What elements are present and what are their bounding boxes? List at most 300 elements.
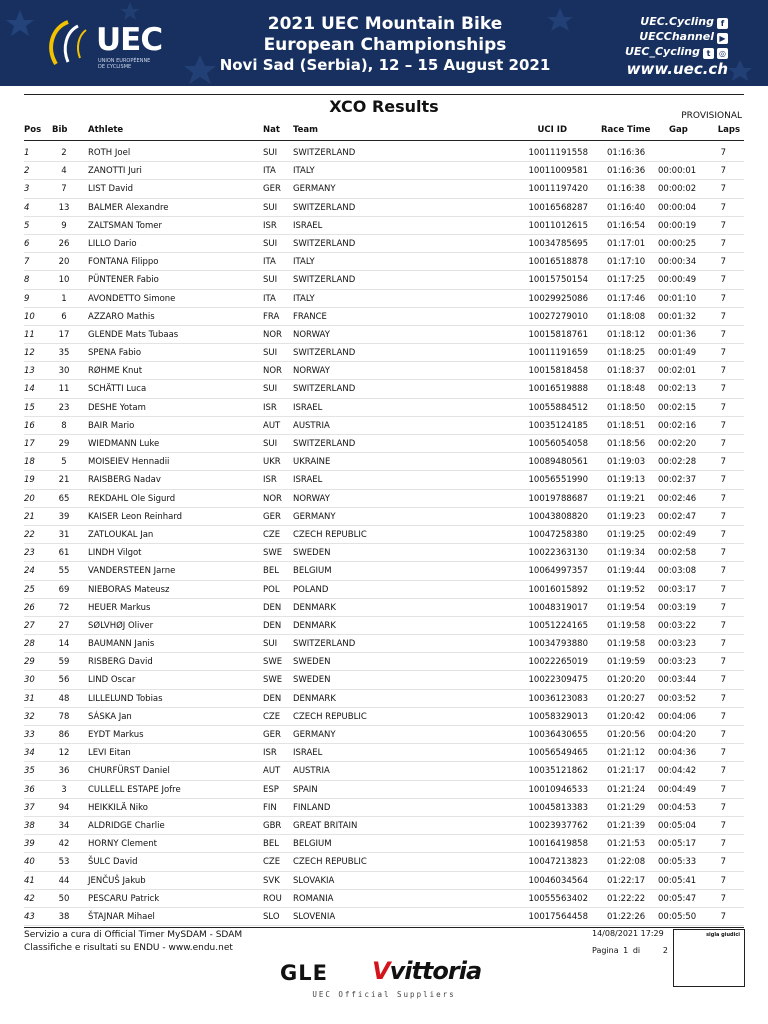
event-title-line1: 2021 UEC Mountain Bike [267, 14, 503, 34]
cell-laps: 7 [720, 384, 726, 395]
table-row [24, 908, 744, 926]
table-row [24, 762, 744, 780]
table-row [24, 435, 744, 453]
cell-nat: CZE [263, 529, 281, 540]
cell-time: 01:18:25 [607, 348, 646, 359]
results-table-body [24, 144, 744, 926]
cell-nat: ISR [263, 748, 277, 759]
cell-athlete: MOISEIEV Hennadii [88, 457, 170, 468]
cell-bib: 9 [61, 220, 67, 231]
cell-nat: BEL [263, 839, 279, 850]
cell-gap: 00:02:13 [658, 384, 697, 395]
cell-uci: 10011197420 [528, 184, 588, 195]
cell-nat: SUI [263, 384, 278, 395]
cell-bib: 6 [61, 311, 67, 322]
cell-bib: 17 [58, 329, 70, 340]
table-row [24, 544, 744, 562]
cell-laps: 7 [720, 166, 726, 177]
cell-gap: 00:02:58 [658, 548, 697, 559]
cell-nat: SUI [263, 639, 278, 650]
cell-bib: 72 [58, 602, 70, 613]
cell-pos: 32 [24, 711, 35, 722]
cell-team: CZECH REPUBLIC [293, 529, 367, 540]
cell-time: 01:19:59 [607, 657, 646, 668]
cell-uci: 10016419858 [528, 839, 588, 850]
cell-bib: 35 [58, 348, 70, 359]
website-link[interactable]: www.uec.ch [626, 60, 728, 78]
col-gap: Gap [669, 125, 688, 135]
table-row [24, 344, 744, 362]
cell-gap: 00:03:08 [658, 566, 697, 577]
table-row [24, 399, 744, 417]
cell-nat: ROU [263, 893, 282, 904]
table-row [24, 326, 744, 344]
cell-nat: POL [263, 584, 280, 595]
table-row [24, 690, 744, 708]
cell-athlete: SCHÄTTI Luca [88, 384, 147, 395]
cell-gap: 00:02:20 [658, 439, 697, 449]
cell-laps: 7 [720, 693, 726, 704]
cell-pos: 39 [24, 839, 35, 850]
cell-pos: 11 [24, 329, 35, 340]
cell-laps: 7 [720, 220, 726, 231]
cell-team: CZECH REPUBLIC [293, 711, 367, 722]
cell-pos: 9 [24, 293, 30, 304]
table-row [24, 217, 744, 235]
cell-gap: 00:05:41 [658, 875, 697, 886]
table-row [24, 799, 744, 817]
cell-time: 01:21:53 [607, 839, 646, 850]
cell-laps: 7 [720, 857, 726, 868]
cell-athlete: JENČUŠ Jakub [88, 875, 146, 886]
instagram-icon: ◎ [717, 48, 728, 59]
table-row [24, 144, 744, 162]
cell-uci: 10036123083 [528, 693, 588, 704]
cell-time: 01:18:51 [607, 420, 646, 431]
footer-line1: Servizio a cura di Official Timer MySDAM - SDAM [24, 930, 243, 940]
cell-uci: 10022363130 [528, 548, 588, 559]
table-row [24, 562, 744, 580]
cell-time: 01:19:25 [607, 529, 646, 540]
cell-bib: 56 [58, 675, 70, 686]
cell-athlete: PESCARU Patrick [88, 893, 160, 904]
cell-bib: 31 [58, 529, 70, 540]
cell-gap: 00:02:37 [658, 475, 697, 486]
cell-uci: 10034793880 [528, 639, 588, 650]
cell-gap: 00:03:52 [658, 693, 697, 704]
cell-uci: 10047258380 [528, 529, 588, 540]
cell-gap: 00:04:20 [658, 730, 697, 740]
cell-athlete: RISBERG David [88, 657, 153, 668]
event-title-line2: European Championships [263, 35, 507, 55]
cell-athlete: SPENA Fabio [88, 348, 142, 359]
cell-pos: 13 [24, 366, 35, 377]
cell-pos: 30 [24, 675, 35, 686]
cell-uci: 10046034564 [528, 875, 588, 886]
youtube-icon: ▶ [717, 33, 728, 44]
cell-nat: SUI [263, 348, 278, 359]
cell-pos: 42 [24, 893, 35, 904]
cell-laps: 7 [720, 820, 726, 831]
cell-bib: 38 [58, 911, 70, 922]
table-row [24, 890, 744, 908]
cell-nat: SWE [263, 548, 283, 559]
cell-bib: 50 [58, 893, 70, 904]
bottom-rule [24, 927, 744, 928]
cell-bib: 65 [58, 493, 70, 504]
cell-athlete: BAIR Mario [88, 420, 135, 431]
cell-nat: SWE [263, 675, 283, 686]
cell-time: 01:19:52 [607, 584, 646, 595]
social-facebook[interactable]: UEC.Cycling f [625, 14, 728, 29]
cell-uci: 10015818458 [528, 366, 588, 377]
cell-time: 01:16:36 [607, 148, 646, 158]
cell-uci: 10022309475 [528, 675, 588, 686]
cell-nat: UKR [263, 457, 281, 468]
page-title: XCO Results [329, 97, 439, 116]
cell-pos: 2 [24, 166, 30, 177]
cell-athlete: BAUMANN Janis [88, 639, 155, 650]
cell-uci: 10055563402 [528, 893, 588, 904]
cell-bib: 61 [58, 548, 70, 559]
cell-uci: 10017564458 [528, 911, 588, 922]
cell-gap: 00:05:17 [658, 839, 697, 850]
cell-time: 01:19:21 [607, 493, 646, 504]
cell-uci: 10016518878 [528, 257, 588, 268]
cell-uci: 10015818761 [528, 329, 588, 340]
cell-team: AUSTRIA [293, 420, 330, 431]
cell-pos: 31 [24, 693, 35, 704]
cell-gap: 00:00:19 [658, 220, 697, 231]
cell-gap: 00:03:44 [658, 675, 697, 686]
cell-laps: 7 [720, 766, 726, 777]
cell-athlete: ŠTAJNAR Mihael [88, 911, 155, 922]
cell-uci: 10043808820 [528, 511, 588, 522]
cell-team: GERMANY [293, 730, 336, 740]
cell-team: SWITZERLAND [293, 384, 356, 395]
cell-time: 01:18:37 [607, 366, 646, 377]
cell-nat: ITA [263, 257, 276, 268]
cell-athlete: ZALTSMAN Tomer [88, 220, 162, 231]
cell-uci: 10015750154 [528, 275, 588, 286]
signature-box [673, 929, 745, 987]
table-row [24, 617, 744, 635]
cell-pos: 37 [24, 802, 35, 813]
cell-nat: NOR [263, 366, 282, 377]
cell-nat: SUI [263, 275, 278, 286]
cell-pos: 28 [24, 639, 35, 650]
cell-bib: 3 [61, 784, 67, 795]
logo-text: UEC [96, 22, 163, 58]
cell-nat: ITA [263, 293, 276, 304]
cell-time: 01:21:17 [607, 766, 646, 777]
cell-laps: 7 [720, 802, 726, 813]
cell-gap: 00:04:49 [658, 784, 697, 795]
cell-nat: SUI [263, 238, 278, 249]
cell-time: 01:19:34 [607, 548, 646, 559]
cell-team: ITALY [293, 257, 315, 268]
cell-laps: 7 [720, 657, 726, 668]
cell-uci: 10036430655 [528, 730, 588, 740]
cell-athlete: NIEBORAS Mateusz [88, 584, 170, 595]
cell-nat: DEN [263, 620, 282, 631]
cell-pos: 38 [24, 820, 35, 831]
cell-athlete: BALMER Alexandre [88, 202, 169, 213]
cell-athlete: AZZARO Mathis [88, 311, 155, 322]
cell-laps: 7 [720, 875, 726, 886]
cell-team: SWITZERLAND [293, 238, 356, 249]
table-row [24, 235, 744, 253]
cell-nat: NOR [263, 329, 282, 340]
cell-athlete: LILLELUND Tobias [88, 693, 163, 704]
cell-bib: 94 [58, 802, 70, 813]
cell-gap: 00:02:49 [658, 529, 697, 540]
cell-gap: 00:05:04 [658, 820, 697, 831]
cell-time: 01:20:42 [607, 711, 646, 722]
cell-athlete: ZATLOUKAL Jan [88, 529, 154, 540]
cell-nat: FRA [263, 311, 280, 322]
cell-pos: 25 [24, 584, 35, 595]
cell-uci: 10089480561 [528, 457, 588, 468]
official-suppliers: UEC Official Suppliers [312, 990, 456, 999]
cell-bib: 55 [58, 566, 70, 577]
cell-uci: 10045813383 [528, 802, 588, 813]
cell-team: AUSTRIA [293, 766, 330, 777]
cell-uci: 10011009581 [528, 166, 588, 177]
cell-time: 01:22:26 [607, 911, 646, 922]
cell-uci: 10029925086 [528, 293, 588, 304]
cell-team: NORWAY [293, 493, 330, 504]
cell-team: DENMARK [293, 693, 336, 704]
cell-uci: 10011191659 [528, 348, 588, 359]
cell-bib: 13 [58, 202, 70, 213]
cell-laps: 7 [720, 348, 726, 359]
cell-pos: 40 [24, 857, 35, 868]
table-row [24, 180, 744, 198]
cell-gap: 00:02:47 [658, 511, 697, 522]
col-uci-id: UCI ID [537, 125, 567, 135]
cell-gap: 00:03:17 [658, 584, 697, 595]
table-row [24, 781, 744, 799]
cell-uci: 10022265019 [528, 657, 588, 668]
cell-nat: GER [263, 511, 281, 522]
cell-athlete: HORNY Clement [88, 839, 157, 850]
cell-uci: 10019788687 [528, 493, 588, 504]
cell-athlete: DESHE Yotam [88, 402, 146, 413]
cell-bib: 48 [58, 693, 70, 704]
cell-laps: 7 [720, 566, 726, 577]
cell-team: POLAND [293, 584, 329, 595]
cell-team: SPAIN [293, 784, 318, 795]
cell-pos: 36 [24, 784, 35, 795]
cell-time: 01:20:27 [607, 693, 646, 704]
cell-time: 01:21:39 [607, 820, 646, 831]
cell-laps: 7 [720, 584, 726, 595]
cell-laps: 7 [720, 620, 726, 631]
cell-time: 01:21:12 [607, 748, 646, 759]
cell-bib: 5 [61, 457, 67, 468]
cell-time: 01:18:56 [607, 439, 646, 449]
cell-team: SWITZERLAND [293, 275, 356, 286]
table-row [24, 508, 744, 526]
cell-team: ISRAEL [293, 475, 323, 486]
cell-bib: 69 [58, 584, 70, 595]
cell-nat: DEN [263, 602, 282, 613]
cell-laps: 7 [720, 148, 726, 158]
cell-bib: 4 [61, 166, 67, 177]
cell-uci: 10023937762 [528, 820, 588, 831]
cell-laps: 7 [720, 475, 726, 486]
cell-time: 01:19:58 [607, 620, 646, 631]
header-banner [0, 0, 768, 86]
cell-athlete: CULLELL ESTAPE Jofre [88, 784, 181, 795]
cell-athlete: LIND Oscar [88, 675, 136, 686]
cell-bib: 11 [58, 384, 70, 395]
cell-athlete: RAISBERG Nadav [88, 475, 161, 486]
cell-gap: 00:05:47 [658, 893, 697, 904]
cell-bib: 27 [58, 620, 70, 631]
col-race-time: Race Time [601, 125, 651, 135]
cell-nat: SUI [263, 148, 278, 158]
cell-nat: DEN [263, 693, 282, 704]
cell-gap: 00:02:28 [658, 457, 697, 468]
social-youtube[interactable]: UECChannel ▶ [625, 29, 728, 44]
cell-gap: 00:01:49 [658, 348, 697, 359]
cell-team: FRANCE [293, 311, 327, 322]
cell-pos: 16 [24, 420, 35, 431]
cell-team: SWITZERLAND [293, 639, 356, 650]
table-row [24, 726, 744, 744]
cell-bib: 26 [58, 238, 70, 249]
col-nat: Nat [263, 125, 280, 135]
table-row [24, 599, 744, 617]
col-laps: Laps [717, 125, 740, 135]
cell-gap: 00:04:42 [658, 766, 697, 777]
table-row [24, 872, 744, 890]
table-row [24, 380, 744, 398]
cell-time: 01:18:50 [607, 402, 646, 413]
cell-pos: 18 [24, 457, 35, 468]
cell-pos: 43 [24, 911, 35, 922]
cell-bib: 21 [58, 475, 70, 486]
cell-time: 01:17:01 [607, 238, 646, 249]
table-row [24, 817, 744, 835]
cell-pos: 34 [24, 748, 35, 759]
cell-pos: 1 [24, 148, 30, 158]
cell-laps: 7 [720, 511, 726, 522]
cell-uci: 10048319017 [528, 602, 588, 613]
cell-athlete: LILLO Dario [88, 238, 137, 249]
table-row [24, 671, 744, 689]
cell-team: ITALY [293, 166, 315, 177]
sponsor-ale-logo: GLE [280, 961, 328, 985]
cell-gap: 00:00:49 [658, 275, 697, 286]
cell-bib: 86 [58, 730, 70, 740]
cell-nat: SUI [263, 202, 278, 213]
cell-gap: 00:01:36 [658, 329, 697, 340]
cell-laps: 7 [720, 402, 726, 413]
cell-pos: 15 [24, 402, 35, 413]
cell-nat: ISR [263, 475, 277, 486]
table-row [24, 253, 744, 271]
cell-time: 01:21:29 [607, 802, 646, 813]
cell-time: 01:19:44 [607, 566, 646, 577]
cell-gap: 00:00:34 [658, 257, 697, 268]
cell-nat: GER [263, 184, 281, 195]
signature-label: sigla giudici [706, 932, 740, 938]
cell-team: GREAT BRITAIN [293, 820, 358, 831]
cell-team: NORWAY [293, 366, 330, 377]
cell-pos: 5 [24, 220, 30, 231]
cell-team: SWEDEN [293, 675, 331, 686]
cell-team: SWEDEN [293, 657, 331, 668]
table-row [24, 162, 744, 180]
cell-team: SLOVENIA [293, 911, 336, 922]
cell-uci: 10056054058 [528, 439, 588, 449]
table-row [24, 271, 744, 289]
table-row [24, 290, 744, 308]
cell-athlete: GLENDE Mats Tubaas [88, 329, 179, 340]
social-twitter[interactable]: UEC_Cycling t ◎ [625, 44, 728, 59]
cell-pos: 19 [24, 475, 35, 486]
cell-gap: 00:00:01 [658, 166, 697, 177]
cell-uci: 10051224165 [528, 620, 588, 631]
cell-team: BELGIUM [293, 839, 332, 850]
cell-gap: 00:00:25 [658, 238, 697, 249]
cell-gap: 00:02:01 [658, 366, 697, 377]
cell-pos: 12 [24, 348, 35, 359]
cell-laps: 7 [720, 366, 726, 377]
col-athlete: Athlete [88, 125, 124, 135]
cell-time: 01:17:10 [607, 257, 646, 268]
cell-gap: 00:04:06 [658, 711, 697, 722]
cell-bib: 23 [58, 402, 70, 413]
cell-pos: 41 [24, 875, 35, 886]
table-row [24, 653, 744, 671]
cell-laps: 7 [720, 238, 726, 249]
cell-bib: 53 [58, 857, 70, 868]
cell-bib: 59 [58, 657, 70, 668]
cell-team: DENMARK [293, 620, 336, 631]
cell-time: 01:22:17 [607, 875, 646, 886]
cell-pos: 33 [24, 730, 35, 740]
cell-time: 01:16:36 [607, 166, 646, 177]
cell-gap: 00:02:15 [658, 402, 697, 413]
cell-athlete: SØLVHØJ Oliver [88, 620, 154, 631]
cell-laps: 7 [720, 457, 726, 468]
cell-gap: 00:05:33 [658, 857, 697, 868]
cell-uci: 10035121862 [528, 766, 588, 777]
twitter-icon: t [703, 48, 714, 59]
cell-team: SWITZERLAND [293, 348, 356, 359]
cell-nat: GER [263, 730, 281, 740]
cell-nat: ESP [263, 784, 279, 795]
cell-nat: SWE [263, 657, 283, 668]
table-row [24, 490, 744, 508]
cell-pos: 24 [24, 566, 35, 577]
cell-laps: 7 [720, 439, 726, 449]
cell-team: UKRAINE [293, 457, 331, 468]
cell-time: 01:19:03 [607, 457, 646, 468]
footer-page: Pagina 1 di 2 [592, 946, 668, 955]
footer-line2: Classifiche e risultati su ENDU - www.endu.net [24, 943, 233, 953]
facebook-icon: f [717, 18, 728, 29]
cell-pos: 8 [24, 275, 30, 286]
cell-nat: ISR [263, 402, 277, 413]
table-row [24, 453, 744, 471]
cell-athlete: LEVI Eitan [88, 748, 131, 759]
cell-laps: 7 [720, 784, 726, 795]
